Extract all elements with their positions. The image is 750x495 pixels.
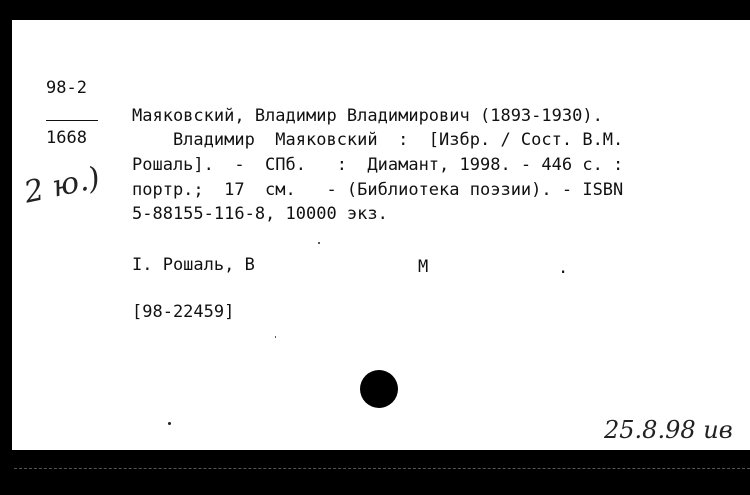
call-number-top: 98-2	[46, 78, 87, 98]
scan-speck	[275, 336, 276, 338]
tracing-name: I. Рошаль, В	[132, 255, 255, 275]
scan-bottom-edge	[0, 450, 750, 495]
entry-line-5: 5-88155-116-8, 10000 экз.	[132, 204, 388, 224]
record-number: [98-22459]	[132, 302, 235, 322]
handwritten-left-note: 2 ю.)	[21, 160, 104, 211]
tracing-initial: М	[418, 257, 429, 277]
entry-line-1: Маяковский, Владимир Владимирович (1893-1930).	[132, 106, 603, 126]
call-number-bottom: 1668	[46, 128, 87, 148]
scan-speck	[168, 422, 171, 425]
tracing-period: .	[558, 258, 569, 278]
entry-line-4: портр.; 17 см. - (Библиотека поэзии). - ISBN	[132, 180, 624, 200]
scan-left-edge	[0, 0, 12, 495]
scan-speck	[318, 242, 320, 244]
entry-line-3: Рошаль]. - СПб. : Диамант, 1998. - 446 с. :	[132, 155, 624, 175]
scan-bottom-dashes	[14, 468, 750, 469]
handwritten-date-note: 25.8.98 ив	[604, 416, 733, 444]
call-number-divider	[46, 120, 98, 121]
card-punch-hole	[360, 370, 398, 408]
entry-line-2: Владимир Маяковский : [Избр. / Сост. В.М.	[132, 130, 624, 150]
